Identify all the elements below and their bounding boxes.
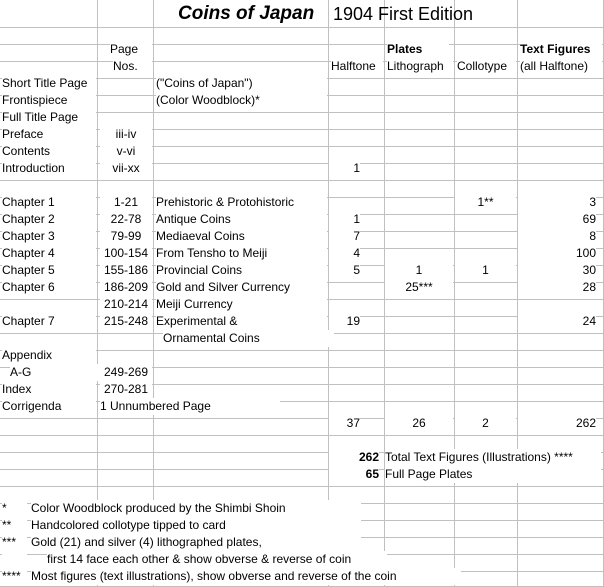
section-cell: Index [2, 381, 96, 398]
section-cell: A-G [10, 364, 104, 381]
page-range-cell: 1-21 [100, 194, 152, 211]
footnote-text: Most figures (text illustrations), show obverse and reverse of the coin [31, 568, 461, 585]
lithograph-cell: 25*** [385, 279, 453, 296]
collotype-cell: 1 [455, 262, 516, 279]
total-collotype: 2 [455, 415, 516, 432]
text-figures-cell: 3 [518, 194, 596, 211]
description-cell: Meiji Currency [156, 296, 327, 313]
header-plates: Plates [387, 41, 449, 58]
total-text-figures: 262 [518, 415, 596, 432]
text-figures-cell: 24 [518, 313, 596, 330]
halftone-cell: 4 [329, 245, 360, 262]
section-cell: Corrigenda [2, 398, 96, 415]
description-cell: ("Coins of Japan") [156, 75, 327, 92]
grid-row-line [0, 44, 604, 45]
grid-row-line [0, 180, 604, 181]
section-cell: Chapter 5 [2, 262, 96, 279]
page-range-cell: 22-78 [100, 211, 152, 228]
summary-full-page-plates-value: 65 [329, 466, 379, 483]
summary-total-figures-value: 262 [329, 449, 379, 466]
header-all-halftone: (all Halftone) [520, 58, 602, 75]
halftone-cell: 1 [329, 160, 360, 177]
page-range-cell: 210-214 [100, 296, 152, 313]
description-cell: Antique Coins [156, 211, 327, 228]
grid-row-line [0, 435, 604, 436]
header-halftone: Halftone [331, 58, 383, 75]
page-range-cell: 1 Unnumbered Page [100, 398, 280, 415]
section-cell: Chapter 1 [2, 194, 96, 211]
summary-full-page-plates-label: Full Page Plates [385, 466, 601, 483]
description-cell: Experimental & [156, 313, 327, 330]
section-cell: Chapter 2 [2, 211, 96, 228]
halftone-cell: 7 [329, 228, 360, 245]
page-range-cell: vii-xx [100, 160, 152, 177]
section-cell: Chapter 3 [2, 228, 96, 245]
section-cell: Chapter 4 [2, 245, 96, 262]
section-cell: Short Title Page [2, 75, 96, 92]
text-figures-cell: 8 [518, 228, 596, 245]
section-cell: Full Title Page [2, 109, 96, 126]
description-cell: Provincial Coins [156, 262, 327, 279]
text-figures-cell: 28 [518, 279, 596, 296]
section-cell: Chapter 7 [2, 313, 96, 330]
footnote-text: Color Woodblock produced by the Shimbi Shoin [31, 500, 361, 517]
description-cell: Mediaeval Coins [156, 228, 327, 245]
footnote-text: first 14 face each other & show obverse & reverse of coin [47, 551, 387, 568]
description-cell: Ornamental Coins [163, 330, 334, 347]
text-figures-cell: 69 [518, 211, 596, 228]
halftone-cell: 19 [329, 313, 360, 330]
page-range-cell: iii-iv [100, 126, 152, 143]
description-cell: Prehistoric & Protohistoric [156, 194, 327, 211]
halftone-cell: 5 [329, 262, 360, 279]
page-range-cell: 79-99 [100, 228, 152, 245]
section-cell: Preface [2, 126, 96, 143]
footnote-mark: *** [2, 534, 27, 551]
total-halftone: 37 [329, 415, 360, 432]
footnote-mark: **** [2, 568, 27, 585]
lithograph-cell: 1 [385, 262, 453, 279]
text-figures-cell: 30 [518, 262, 596, 279]
description-cell: (Color Woodblock)* [156, 92, 327, 109]
footnote-mark [2, 551, 27, 568]
section-cell: Appendix [2, 347, 96, 364]
section-cell: Chapter 6 [2, 279, 96, 296]
page-range-cell: 270-281 [100, 381, 152, 398]
text-figures-cell: 100 [518, 245, 596, 262]
section-cell: Introduction [2, 160, 96, 177]
footnote-mark: * [2, 500, 27, 517]
header-page: Page [110, 41, 152, 58]
footnote-text: Handcolored collotype tipped to card [31, 517, 361, 534]
page-range-cell: 186-209 [100, 279, 152, 296]
summary-total-figures-label: Total Text Figures (Illustrations) **** [385, 449, 601, 466]
header-collotype: Collotype [457, 58, 516, 75]
page-range-cell: 249-269 [100, 364, 152, 381]
header-lithograph: Lithograph [387, 58, 453, 75]
footnote-mark: ** [2, 517, 27, 534]
page-range-cell: 215-248 [100, 313, 152, 330]
collotype-cell: 1** [455, 194, 516, 211]
header-text-figures: Text Figures [520, 41, 602, 58]
page-title: Coins of Japan [178, 3, 315, 24]
halftone-cell: 1 [329, 211, 360, 228]
footnote-text: Gold (21) and silver (4) lithographed plates, [31, 534, 361, 551]
page-range-cell: 155-186 [100, 262, 152, 279]
grid-row-line [0, 486, 604, 487]
page-range-cell: 100-154 [100, 245, 152, 262]
section-cell: Frontispiece [2, 92, 96, 109]
edition-label: 1904 First Edition [333, 4, 474, 24]
page-range-cell: v-vi [100, 143, 152, 160]
header-page-nos: Nos. [113, 58, 152, 75]
total-lithograph: 26 [385, 415, 453, 432]
section-cell: Contents [2, 143, 96, 160]
description-cell: Gold and Silver Currency [156, 279, 327, 296]
description-cell: From Tensho to Meiji [156, 245, 327, 262]
